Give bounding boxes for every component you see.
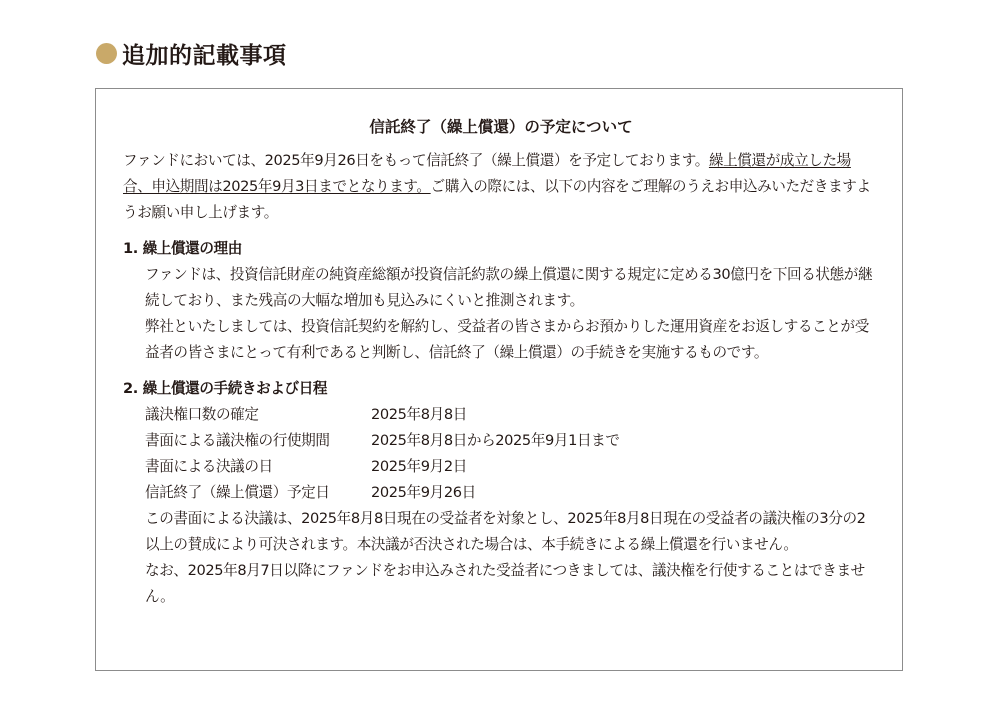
- section1-paragraph-2: 弊社といたしましては、投資信託契約を解約し、受益者の皆さまからお預かりした運用資産をお返しすることが受益者の皆さまにとって有利であると判断し、信託終了（繰上償還）の手続きを実施するものです。: [145, 318, 869, 361]
- schedule-value: 2025年9月2日: [371, 458, 467, 475]
- intro-text-1: ファンドにおいては、2025年9月26日をもって信託終了（繰上償還）を予定しております。: [123, 152, 709, 169]
- notice-content: [123, 113, 879, 610]
- schedule-label: 議決権口数の確定: [145, 406, 259, 423]
- heading-text: 追加的記載事項: [122, 42, 287, 69]
- section2-heading: 2. 繰上償還の手続きおよび日程: [123, 380, 328, 397]
- schedule-label: 書面による議決権の行使期間: [145, 432, 330, 449]
- section-heading: [96, 36, 287, 70]
- notice-title: 信託終了（繰上償還）の予定について: [369, 118, 633, 136]
- schedule-row: [145, 480, 879, 506]
- schedule-value: 2025年8月8日から2025年9月1日まで: [371, 432, 620, 449]
- section1-body: [123, 262, 879, 366]
- bullet-dot-icon: [96, 43, 117, 64]
- section2-paragraph-1: この書面による決議は、2025年8月8日現在の受益者を対象とし、2025年8月8日現在の受益者の議決権の3分の2以上の賛成により可決されます。本決議が否決された場合は、本手続きによる繰上償還を行いません。: [145, 510, 866, 553]
- schedule-row: [145, 454, 879, 480]
- intro-text-2: ご購入の際には、以下の内容をご理解のうえお申込みいただきますようお願い申し上げます。: [123, 178, 871, 221]
- schedule-row: [145, 428, 879, 454]
- section2-body: [123, 506, 879, 610]
- section1-paragraph-1: ファンドは、投資信託財産の純資産総額が投資信託約款の繰上償還に関する規定に定める30億円を下回る状態が継続しており、また残高の大幅な増加も見込みにくいと推測されます。: [145, 266, 873, 309]
- schedule-value: 2025年8月8日: [371, 406, 467, 423]
- section2-paragraph-2: なお、2025年8月7日以降にファンドをお申込みされた受益者につきましては、議決権を行使することはできません。: [145, 562, 865, 605]
- schedule-label: 信託終了（繰上償還）予定日: [145, 484, 330, 501]
- schedule-list: [123, 402, 879, 506]
- schedule-label: 書面による決議の日: [145, 458, 273, 475]
- section1-heading: 1. 繰上償還の理由: [123, 240, 242, 257]
- schedule-value: 2025年9月26日: [371, 484, 476, 501]
- notice-box: [95, 88, 903, 671]
- intro-underlined-text: 繰上償還が成立した場合、申込期間は2025年9月3日までとなります。: [123, 152, 851, 195]
- schedule-row: [145, 402, 879, 428]
- intro-paragraph: [123, 148, 879, 226]
